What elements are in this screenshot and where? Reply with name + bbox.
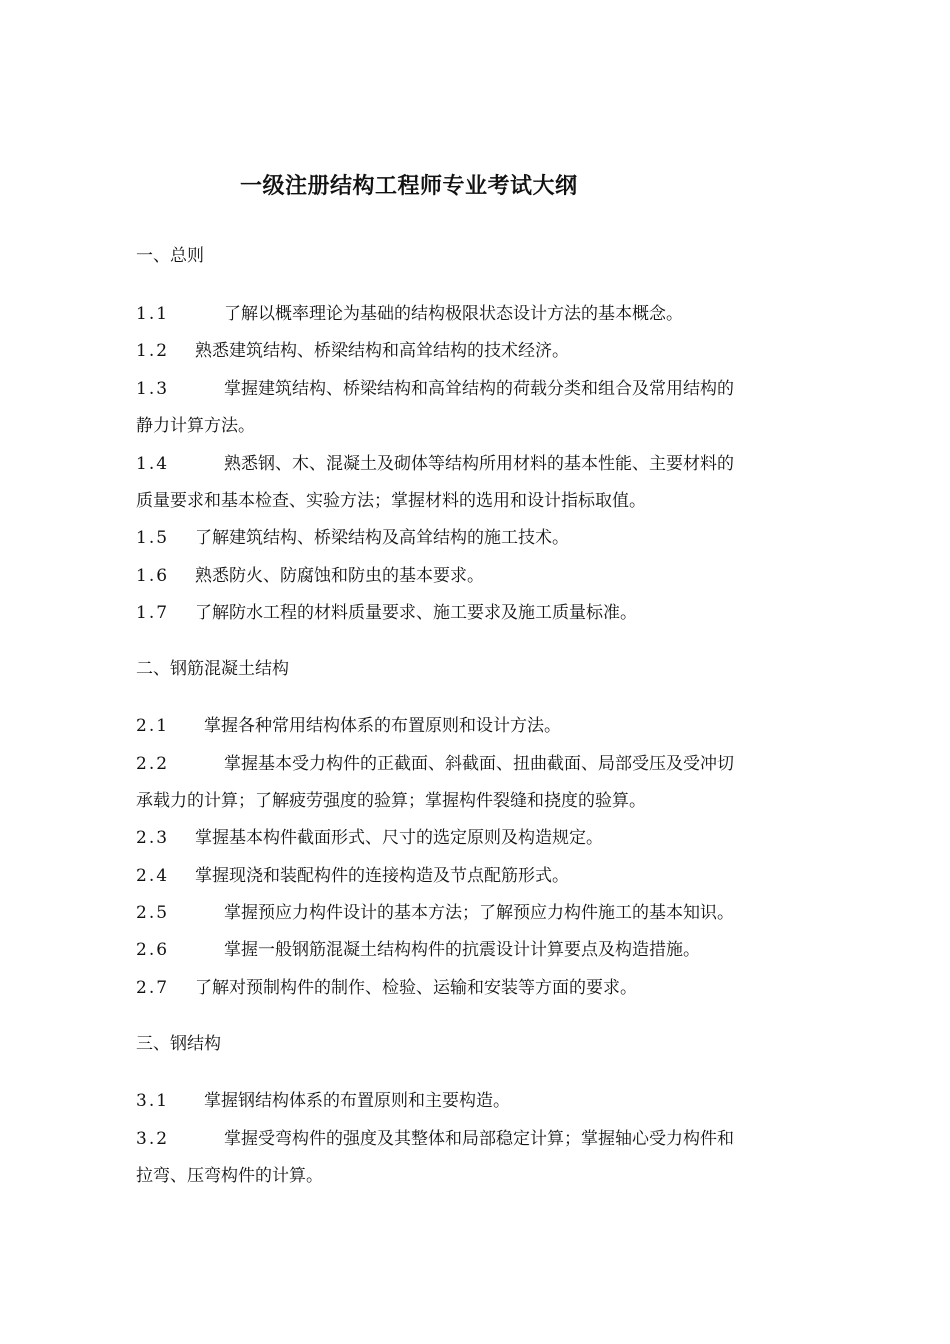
list-item	[136, 302, 806, 326]
item-number: 1.3	[136, 379, 170, 399]
item-text: 掌握钢结构体系的布置原则和主要构造。	[204, 1091, 510, 1111]
item-text: 掌握现浇和装配构件的连接构造及节点配筋形式。	[195, 866, 569, 886]
list-item	[136, 452, 806, 476]
section-heading: 一、总则	[136, 246, 204, 266]
item-text: 掌握基本构件截面形式、尺寸的选定原则及构造规定。	[195, 828, 603, 848]
list-item	[136, 526, 806, 550]
list-item	[136, 564, 806, 588]
item-continuation: 质量要求和基本检查、实验方法；掌握材料的选用和设计指标取值。	[136, 491, 646, 511]
list-item	[136, 826, 806, 850]
list-item	[136, 1127, 806, 1151]
item-number: 1.6	[136, 566, 170, 586]
list-item	[136, 1089, 806, 1113]
item-number: 1.5	[136, 528, 170, 548]
item-text: 了解防水工程的材料质量要求、施工要求及施工质量标准。	[195, 603, 637, 623]
list-item	[136, 901, 806, 925]
section-heading: 二、钢筋混凝土结构	[136, 659, 289, 679]
list-item	[136, 938, 806, 962]
item-continuation: 静力计算方法。	[136, 416, 255, 436]
item-number: 2.4	[136, 866, 170, 886]
list-item	[136, 714, 806, 738]
item-text: 掌握预应力构件设计的基本方法；了解预应力构件施工的基本知识。	[224, 903, 734, 923]
list-item	[136, 601, 806, 625]
item-number: 1.1	[136, 304, 170, 324]
item-text: 掌握各种常用结构体系的布置原则和设计方法。	[204, 716, 561, 736]
item-text: 熟悉钢、木、混凝土及砌体等结构所用材料的基本性能、主要材料的	[224, 454, 734, 474]
item-text: 了解建筑结构、桥梁结构及高耸结构的施工技术。	[195, 528, 569, 548]
list-item	[136, 752, 806, 776]
item-text: 熟悉防火、防腐蚀和防虫的基本要求。	[195, 566, 484, 586]
item-number: 2.3	[136, 828, 170, 848]
list-item	[136, 864, 806, 888]
list-item	[136, 339, 806, 363]
item-number: 2.6	[136, 940, 170, 960]
item-number: 1.7	[136, 603, 170, 623]
item-number: 2.1	[136, 716, 170, 736]
item-text: 掌握一般钢筋混凝土结构构件的抗震设计计算要点及构造措施。	[224, 940, 700, 960]
item-continuation: 拉弯、压弯构件的计算。	[136, 1166, 323, 1186]
item-number: 2.5	[136, 903, 170, 923]
item-number: 2.2	[136, 754, 170, 774]
document-title: 一级注册结构工程师专业考试大纲	[240, 174, 578, 199]
item-text: 掌握受弯构件的强度及其整体和局部稳定计算；掌握轴心受力构件和	[224, 1129, 734, 1149]
list-item	[136, 976, 806, 1000]
item-number: 1.4	[136, 454, 170, 474]
item-text: 了解对预制构件的制作、检验、运输和安装等方面的要求。	[195, 978, 637, 998]
item-number: 3.2	[136, 1129, 170, 1149]
list-item	[136, 377, 806, 401]
item-number: 2.7	[136, 978, 170, 998]
item-continuation: 承载力的计算；了解疲劳强度的验算；掌握构件裂缝和挠度的验算。	[136, 791, 646, 811]
item-text: 掌握建筑结构、桥梁结构和高耸结构的荷载分类和组合及常用结构的	[224, 379, 734, 399]
item-text: 掌握基本受力构件的正截面、斜截面、扭曲截面、局部受压及受冲切	[224, 754, 734, 774]
item-number: 1.2	[136, 341, 170, 361]
item-text: 熟悉建筑结构、桥梁结构和高耸结构的技术经济。	[195, 341, 569, 361]
section-heading: 三、钢结构	[136, 1034, 221, 1054]
item-number: 3.1	[136, 1091, 170, 1111]
item-text: 了解以概率理论为基础的结构极限状态设计方法的基本概念。	[224, 304, 683, 324]
